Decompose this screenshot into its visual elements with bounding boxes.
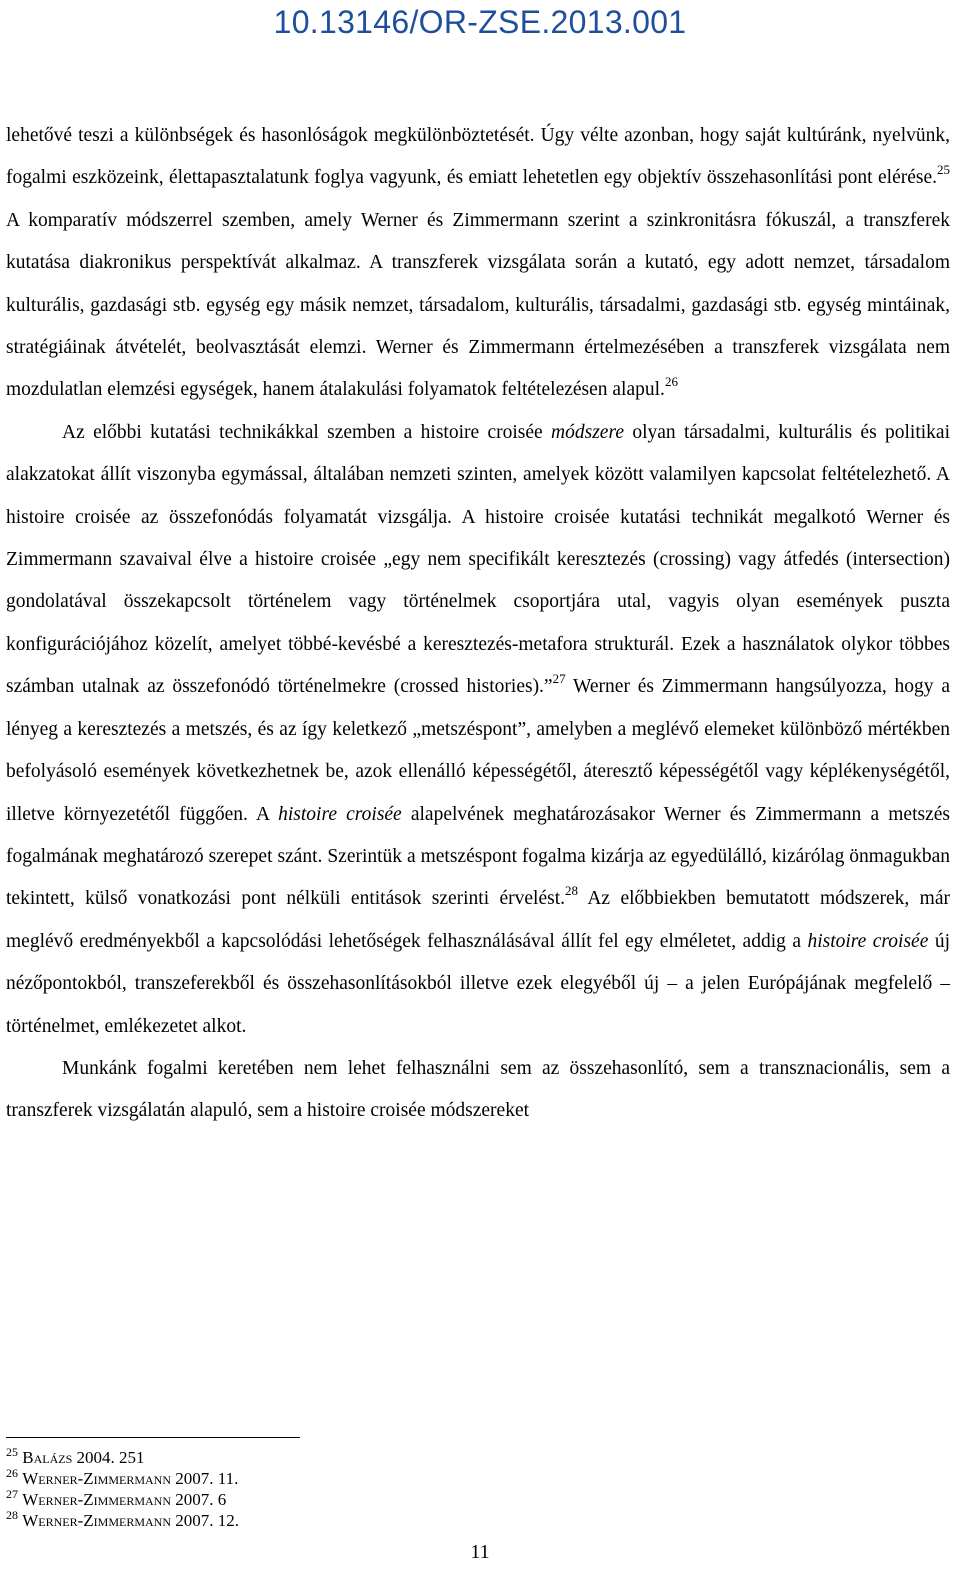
text-run: olyan társadalmi, kulturális és politikai alakzatokat állít viszonyba egymással, általában nemzeti szinten, amelyek között valamilyen kapcsolat feltételezhető. A histoire croisée az összefonódás folyamatát vizsgálja. A histoire croisée kutatási technikát megalkotó Werner és Zimmermann szavaival élve a histoire croisée „egy nem specifikált keresztezés (crossing) vagy átfedés (intersection) gondolatával összekapcsolt történelem vagy történelmek csoportjára utal, vagyis olyan események puszta konfigurációjához közelít, amelyet többé-kevésbé a keresztezés-metafora strukturál. Ezek a használatok olykor többes számban utalnak az összefonódó történelmekre (crossed histories).” — [6, 421, 950, 698]
footnote-item — [6, 1510, 946, 1531]
footnote-ref[interactable]: 26 — [664, 374, 678, 390]
paragraph-2 — [6, 412, 950, 1048]
text-run: Az előbbiekben bemutatott módszerek, már meglévő eredményekből a kapcsolódási lehetőségek felhasználásával állít fel egy elméletet, addig a — [6, 888, 950, 952]
text-run: új nézőpontokból, transzeferekből és összehasonlításokból illetve ezek elegyéből új – a jelen Európájának megfelelő – történelmet, emlékezetet alkot. — [6, 930, 951, 1037]
text-run: Az előbbi kutatási technikákkal szemben a histoire croisée — [62, 421, 552, 443]
footnote-item — [6, 1447, 946, 1468]
footnote-author: Werner-Zimmermann — [22, 1511, 172, 1530]
text-run: Werner és Zimmermann hangsúlyozza, hogy a lényeg a keresztezés a metszés, és az így keletkező „metszéspont”, amelyben a meglévő elemeket különböző mértékben befolyásoló események következhetnek be, azok ellenálló képességétől, áteresztő képességétől vagy képlékenységétől, illetve környezetétől függően. A — [6, 676, 950, 825]
footnotes — [6, 1447, 946, 1531]
text-run: A komparatív módszerrel szemben, amely Werner és Zimmermann szerint a szinkronitásra fókuszál, a transzferek kutatása diakronikus perspektívát alkalmaz. A transzferek vizsgálata során a kutató, egy adott nemzet, társadalom kulturális, gazdasági stb. egység egy másik nemzet, társadalom, kulturális, társadalmi, gazdasági stb. egység mintáinak, stratégiáinak átvételét, beolvasztását elemzi. Werner és Zimmermann értelmezésében a transzferek vizsgálata nem mozdulatlan elemzési egységek, hanem átalakulási folyamatok feltételezésen alapul. — [6, 209, 950, 401]
emphasis: módszere — [551, 421, 624, 443]
footnote-item — [6, 1489, 946, 1510]
footnote-author: Balázs — [22, 1448, 73, 1467]
text-run: alapelvének meghatározásakor Werner és Zimmermann a metszés fogalmának meghatározó szerepet szánt. Szerintük a metszéspont fogalma kizárja az egyedülálló, kizárólag önmagukban tekintett, külső vonatkozási pont nélküli entitások szerinti érvelést. — [6, 803, 950, 910]
emphasis: histoire croisée — [278, 803, 402, 825]
footnote-ref-text: 2004. 251 — [72, 1448, 145, 1467]
paragraph-3 — [6, 1048, 950, 1133]
footnote-author: Werner-Zimmermann — [22, 1490, 172, 1509]
doi-header[interactable]: 10.13146/OR-ZSE.2013.001 — [273, 4, 687, 40]
text-run: lehetővé teszi a különbségek és hasonlóságok megkülönböztetését. Úgy vélte azonban, hogy saját kultúránk, nyelvünk, fogalmi eszközeink, élettapasztalatunk foglya vagyunk, és emiatt lehetetlen egy objektív összehasonlítási pont elérése. — [6, 125, 950, 189]
footnote-item — [6, 1468, 946, 1489]
paragraph-1 — [6, 115, 950, 412]
text-run: Munkánk fogalmi keretében nem lehet felhasználni sem az összehasonlító, sem a transznacionális, sem a transzferek vizsgálatán alapuló, sem a histoire croisée módszereket — [6, 1057, 950, 1122]
footnote-ref-text: 2007. 6 — [171, 1490, 227, 1509]
footnote-number: 28 — [6, 1508, 18, 1522]
page-number: 11 — [470, 1541, 490, 1563]
footnote-separator — [6, 1437, 300, 1438]
footnote-ref[interactable]: 25 — [937, 162, 950, 178]
main-text — [6, 115, 950, 1133]
footnote-number: 27 — [6, 1487, 18, 1501]
footnote-number: 25 — [6, 1445, 18, 1459]
emphasis: histoire croisée — [807, 930, 929, 952]
footnote-ref[interactable]: 28 — [565, 883, 579, 899]
footnote-ref[interactable]: 27 — [552, 671, 566, 687]
footnote-author: Werner-Zimmermann — [22, 1469, 172, 1488]
footnote-ref-text: 2007. 12. — [171, 1511, 240, 1530]
footnote-number: 26 — [6, 1466, 18, 1480]
footnote-ref-text: 2007. 11. — [171, 1469, 239, 1488]
